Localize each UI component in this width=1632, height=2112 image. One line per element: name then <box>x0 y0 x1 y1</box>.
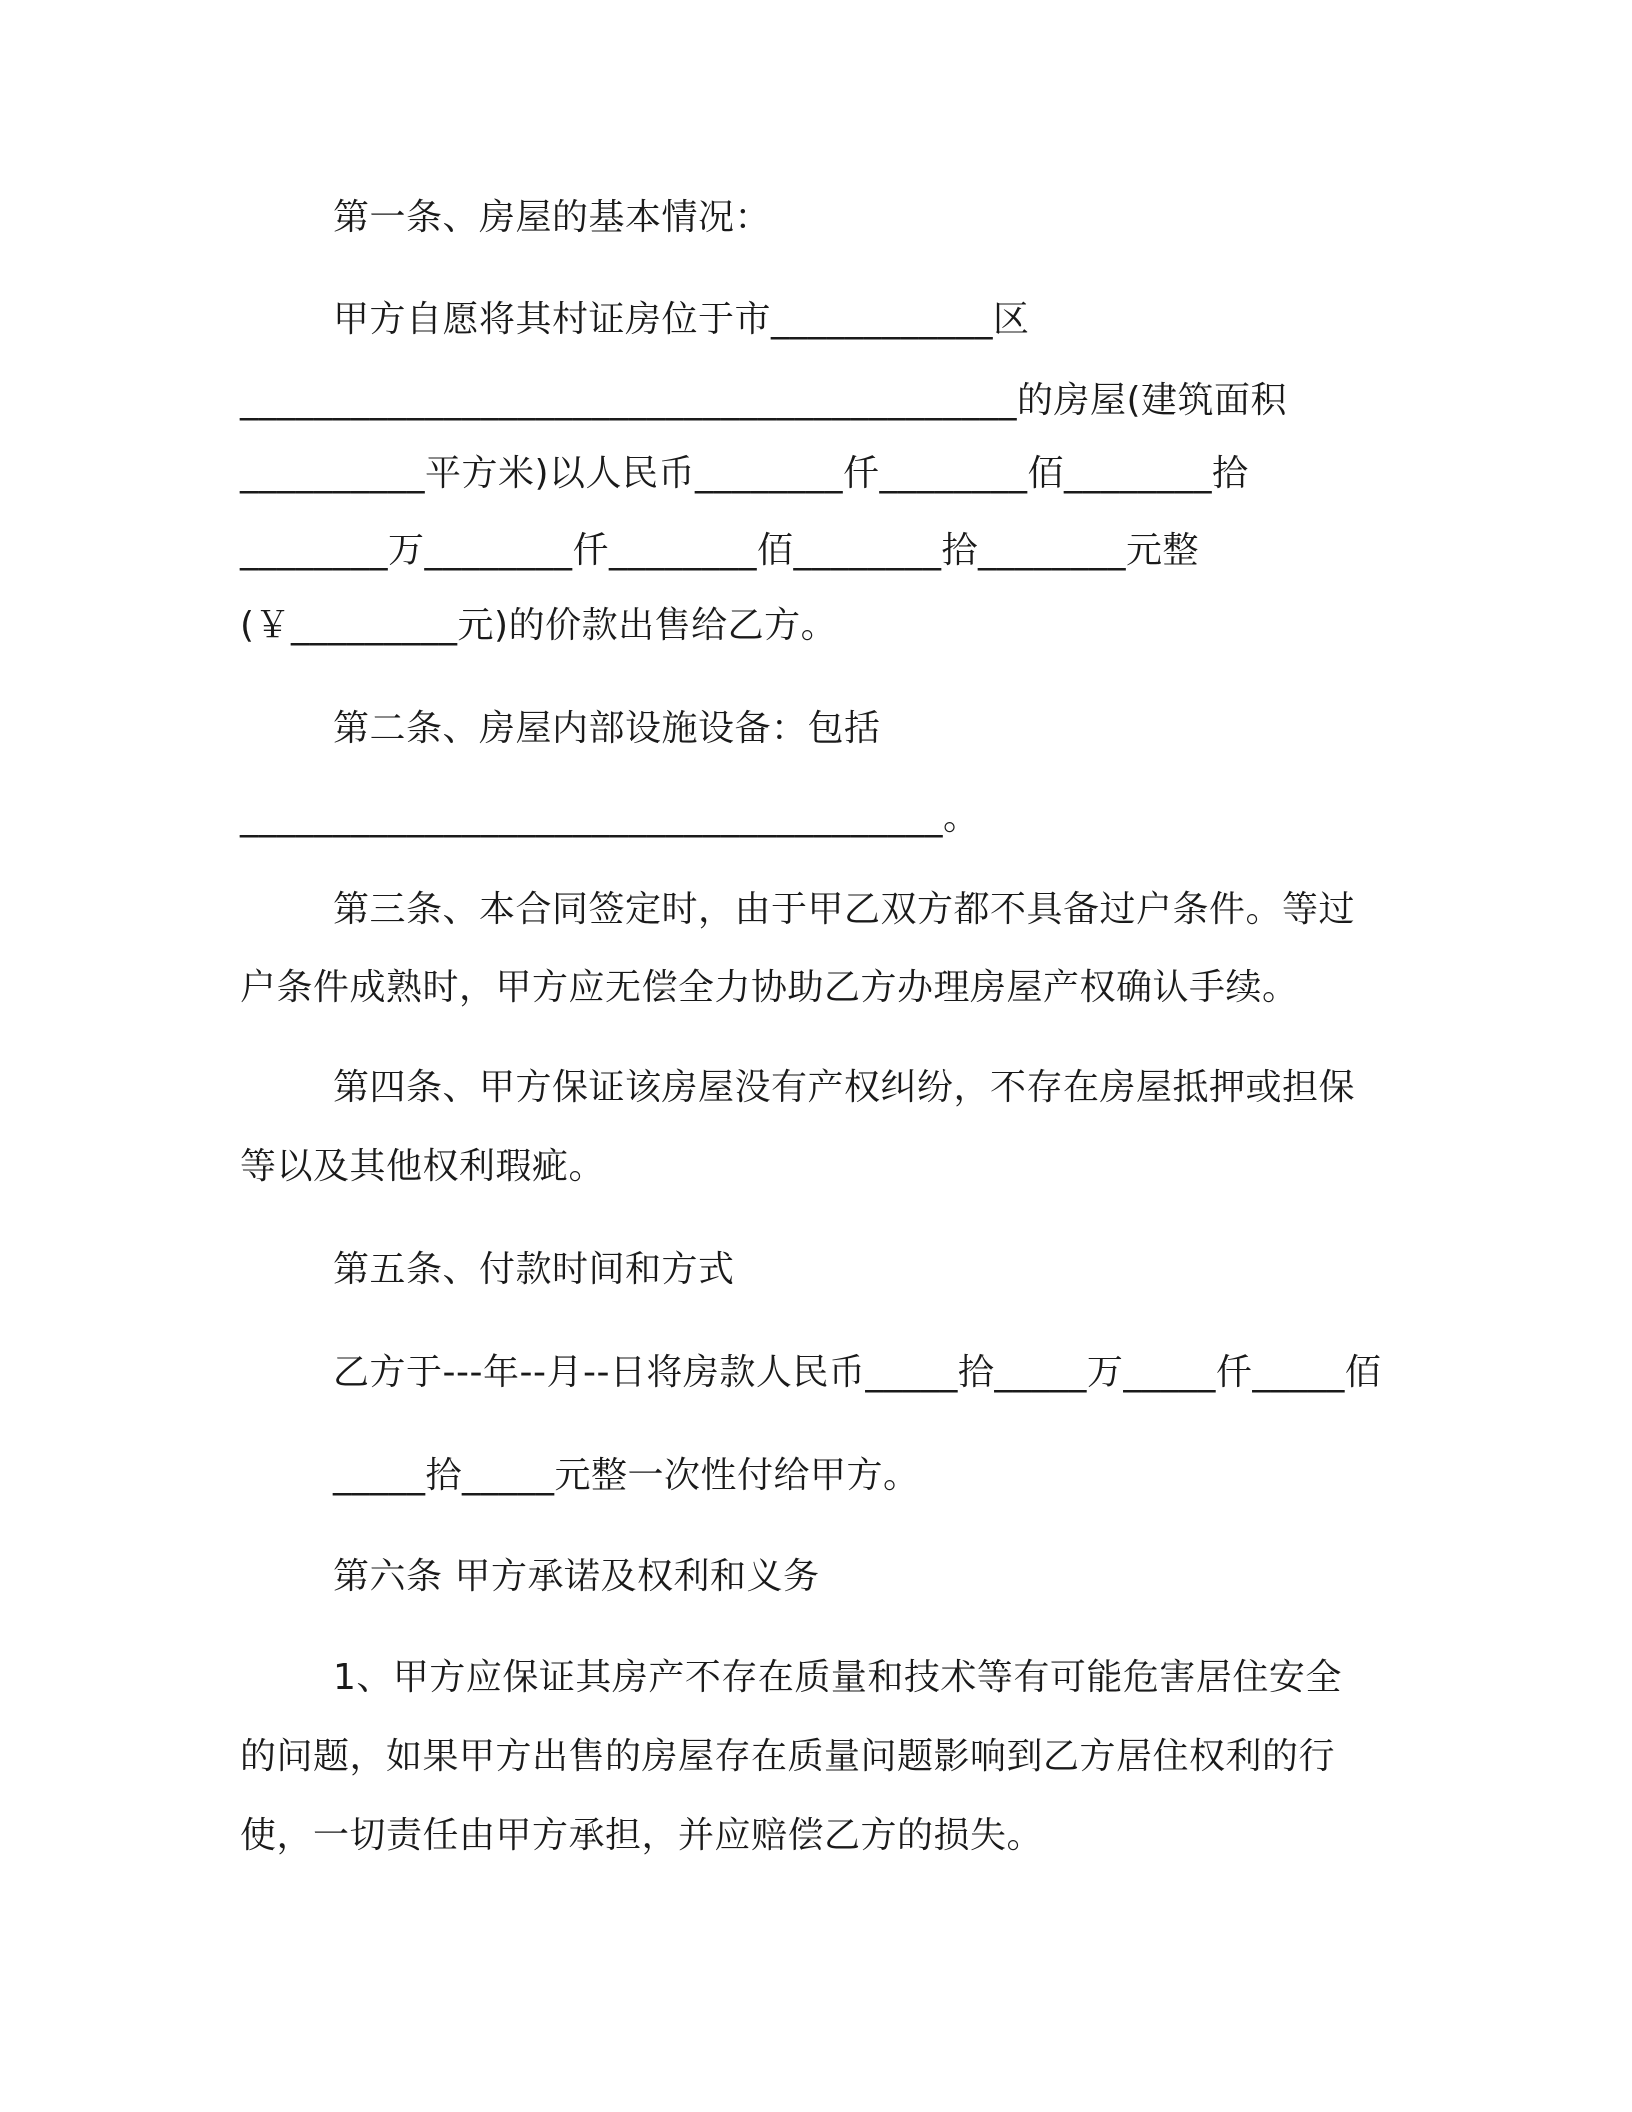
article-5-heading: 第五条、付款时间和方式 <box>333 1249 735 1290</box>
article-6-clause-1-line-3: 使，一切责任由甲方承担，并应赔偿乙方的损失。 <box>240 1815 1044 1856</box>
article-3-text-line-1: 第三条、本合同签定时，由于甲乙双方都不具备过户条件。等过 <box>333 889 1356 930</box>
article-5-text-line-1: 乙方于---年--月--日将房款人民币_____拾_____万_____仟_____佰 <box>333 1352 1382 1393</box>
article-6-clause-1-line-2: 的问题，如果甲方出售的房屋存在质量问题影响到乙方居住权利的行 <box>240 1736 1336 1777</box>
article-6-heading: 第六条 甲方承诺及权利和义务 <box>333 1556 820 1597</box>
article-1-text-line-5: (￥_________元)的价款出售给乙方。 <box>240 605 838 646</box>
article-2-heading: 第二条、房屋内部设施设备：包括 <box>333 708 881 749</box>
article-1-text-line-3: __________平方米)以人民币________仟________佰________拾 <box>240 453 1249 494</box>
article-1-text-line-2: __________________________________________的房屋(建筑面积 <box>240 380 1288 421</box>
article-3-text-line-2: 户条件成熟时，甲方应无偿全力协助乙方办理房屋产权确认手续。 <box>240 967 1299 1008</box>
article-1-heading: 第一条、房屋的基本情况： <box>333 197 772 238</box>
article-4-text-line-2: 等以及其他权利瑕疵。 <box>240 1146 606 1187</box>
article-2-text-line-1: ______________________________________。 <box>240 797 980 838</box>
article-1-text-line-4: ________万________仟________佰________拾________元整 <box>240 530 1199 571</box>
article-1-text-line-1: 甲方自愿将其村证房位于市____________区 <box>333 299 1030 340</box>
article-6-clause-1-line-1: 1、甲方应保证其房产不存在质量和技术等有可能危害居住安全 <box>333 1657 1342 1698</box>
article-5-text-line-2: _____拾_____元整一次性付给甲方。 <box>333 1455 920 1496</box>
article-4-text-line-1: 第四条、甲方保证该房屋没有产权纠纷，不存在房屋抵押或担保 <box>333 1067 1356 1108</box>
